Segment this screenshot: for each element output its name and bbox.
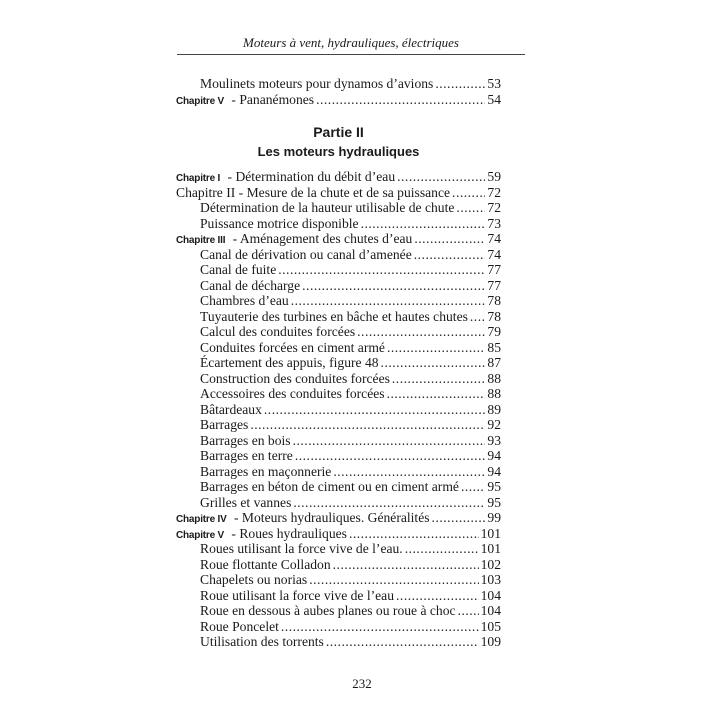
toc-entry — [176, 231, 501, 247]
entry-label: Conduites forcées en ciment armé — [200, 339, 385, 355]
dot-leader — [458, 603, 479, 619]
toc-entry — [176, 464, 501, 480]
entry-page-number: 79 — [487, 324, 501, 339]
toc-entry — [176, 309, 501, 325]
dot-leader — [326, 634, 479, 650]
part-title: Partie II — [313, 124, 364, 140]
toc-entry — [176, 495, 501, 511]
table-of-contents — [176, 76, 501, 650]
toc-entry — [176, 386, 501, 402]
entry-page-number: 104 — [480, 603, 501, 618]
toc-entry — [176, 433, 501, 449]
entry-label: Bâtardeaux — [200, 401, 262, 417]
entry-page-number: 78 — [487, 293, 501, 308]
dot-leader — [397, 169, 485, 185]
dot-leader — [291, 293, 485, 309]
entry-page-number: 93 — [487, 432, 501, 448]
entry-label: Barrages en béton de ciment ou en ciment armé — [200, 479, 459, 494]
entry-label: Accessoires des conduites forcées — [200, 386, 385, 401]
dot-leader — [264, 402, 485, 418]
toc-entry — [176, 216, 501, 232]
chapter-prefix: Chapitre V — [176, 529, 225, 541]
entry-page-number: 99 — [487, 510, 501, 525]
entry-page-number: 109 — [480, 634, 501, 649]
entry-page-number: 102 — [480, 556, 501, 572]
entry-page-number: 101 — [480, 525, 501, 541]
dot-leader — [432, 510, 485, 526]
toc-entry — [176, 200, 501, 216]
entry-label: Barrages en maçonnerie — [200, 463, 332, 479]
dot-leader — [295, 448, 485, 464]
entry-label: Roue utilisant la force vive de l’eau — [200, 587, 395, 603]
entry-label: Barrages — [200, 417, 249, 432]
entry-page-number: 104 — [480, 587, 501, 603]
dot-leader — [333, 557, 479, 573]
entry-page-number: 72 — [487, 184, 501, 200]
dot-leader — [381, 355, 485, 371]
dot-leader — [396, 588, 479, 604]
dot-leader — [250, 417, 485, 433]
dot-leader — [281, 619, 479, 635]
dot-leader — [387, 386, 485, 402]
entry-page-number: 53 — [487, 76, 501, 91]
entry-label: Barrages en terre — [200, 448, 293, 463]
entry-page-number: 89 — [487, 401, 501, 417]
entry-label: - Moteurs hydrauliques. Généralités — [230, 510, 430, 525]
entry-page-number: 74 — [487, 231, 501, 246]
toc-entry — [176, 510, 501, 526]
entry-label: Utilisation des torrents — [200, 634, 324, 649]
toc-entry — [176, 619, 501, 635]
dot-leader — [349, 526, 479, 542]
toc-entries — [176, 169, 501, 650]
entry-page-number: 72 — [487, 200, 501, 215]
entry-page-number: 74 — [487, 246, 501, 262]
dot-leader — [452, 185, 485, 201]
entry-label: Barrages en bois — [200, 432, 291, 448]
dot-leader — [392, 371, 485, 387]
toc-entry — [176, 293, 501, 309]
dot-leader — [302, 278, 485, 294]
dot-leader — [435, 76, 485, 92]
entry-label: Détermination de la hauteur utilisable de chute — [200, 200, 455, 215]
entry-label: Construction des conduites forcées — [200, 370, 390, 386]
dot-leader — [405, 541, 479, 557]
entry-label: Calcul des conduites forcées — [200, 324, 356, 339]
entry-label: - Détermination du débit d’eau — [224, 169, 396, 184]
entry-page-number: 87 — [487, 355, 501, 370]
dot-leader — [456, 200, 485, 216]
entry-page-number: 88 — [487, 370, 501, 386]
toc-entry — [176, 355, 501, 371]
page-number: 232 — [352, 676, 372, 691]
dot-leader — [470, 309, 485, 325]
toc-entry — [176, 479, 501, 495]
toc-entry — [176, 247, 501, 263]
toc-entry — [176, 340, 501, 356]
dot-leader — [278, 262, 485, 278]
entry-page-number: 103 — [480, 572, 501, 587]
entry-page-number: 59 — [487, 169, 501, 184]
entry-page-number: 105 — [480, 618, 501, 634]
entry-label: Chambres d’eau — [200, 293, 289, 308]
entry-label: Écartement des appuis, figure 48 — [200, 355, 379, 370]
toc-entry — [176, 526, 501, 542]
entry-page-number: 95 — [487, 479, 501, 494]
chapter-prefix: Chapitre V — [176, 95, 225, 107]
toc-entry — [176, 557, 501, 573]
entry-page-number: 85 — [487, 339, 501, 355]
entry-label: Canal de fuite — [200, 262, 277, 277]
entry-label: Puissance motrice disponible — [200, 215, 359, 231]
dot-leader — [414, 247, 485, 263]
chapter-prefix: Chapitre I — [176, 173, 221, 184]
entry-label: Chapitre II - Mesure de la chute et de sa puissance — [176, 184, 451, 200]
toc-entry — [176, 371, 501, 387]
top-entries — [176, 76, 501, 107]
entry-label: - Aménagement des chutes d’eau — [229, 231, 413, 246]
toc-entry — [176, 541, 501, 557]
dot-leader — [414, 231, 485, 247]
chapter-prefix: Chapitre III — [176, 235, 226, 246]
entry-page-number: 88 — [487, 386, 501, 401]
entry-page-number: 73 — [487, 215, 501, 231]
entry-label: Canal de décharge — [200, 277, 301, 293]
toc-entry — [176, 603, 501, 619]
toc-entry — [176, 448, 501, 464]
part-subtitle: Les moteurs hydrauliques — [257, 144, 420, 159]
entry-label: Roue en dessous à aubes planes ou roue à choc — [200, 603, 456, 618]
entry-page-number: 94 — [487, 463, 501, 479]
entry-page-number: 92 — [487, 417, 501, 432]
entry-label: Roue Poncelet — [200, 618, 279, 634]
entry-label: Grilles et vannes — [200, 494, 292, 510]
toc-entry — [176, 588, 501, 604]
chapter-prefix: Chapitre IV — [176, 514, 227, 525]
dot-leader — [357, 324, 485, 340]
dot-leader — [361, 216, 485, 232]
toc-entry — [176, 572, 501, 588]
entry-page-number: 54 — [487, 91, 501, 107]
entry-page-number: 78 — [487, 308, 501, 324]
dot-leader — [293, 433, 485, 449]
entry-page-number: 77 — [487, 277, 501, 293]
dot-leader — [293, 495, 485, 511]
entry-label: Canal de dérivation ou canal d’amenée — [200, 246, 412, 262]
running-head: Moteurs à vent, hydrauliques, électriques — [243, 35, 459, 50]
dot-leader — [333, 464, 485, 480]
entry-label: Tuyauterie des turbines en bâche et hautes chutes — [200, 308, 468, 324]
toc-entry — [176, 278, 501, 294]
entry-label: Roue flottante Colladon — [200, 556, 331, 572]
entry-page-number: 77 — [487, 262, 501, 277]
entry-page-number: 101 — [480, 541, 501, 556]
dot-leader — [309, 572, 478, 588]
entry-page-number: 95 — [487, 494, 501, 510]
entry-label: Moulinets moteurs pour dynamos d’avions — [200, 76, 434, 91]
toc-entry — [176, 417, 501, 433]
entry-label: - Roues hydrauliques — [228, 525, 347, 541]
toc-entry — [176, 169, 501, 185]
toc-entry — [176, 402, 501, 418]
header-rule — [177, 54, 525, 55]
dot-leader — [461, 479, 485, 495]
dot-leader — [387, 340, 485, 356]
toc-entry — [176, 185, 501, 201]
toc-entry — [176, 92, 501, 108]
toc-entry — [176, 262, 501, 278]
entry-label: - Pananémones — [228, 91, 315, 107]
toc-entry — [176, 76, 501, 92]
entry-label: Roues utilisant la force vive de l’eau. — [200, 541, 403, 556]
toc-entry — [176, 324, 501, 340]
dot-leader — [316, 92, 485, 108]
toc-entry — [176, 634, 501, 650]
entry-page-number: 94 — [487, 448, 501, 463]
entry-label: Chapelets ou norias — [200, 572, 308, 587]
